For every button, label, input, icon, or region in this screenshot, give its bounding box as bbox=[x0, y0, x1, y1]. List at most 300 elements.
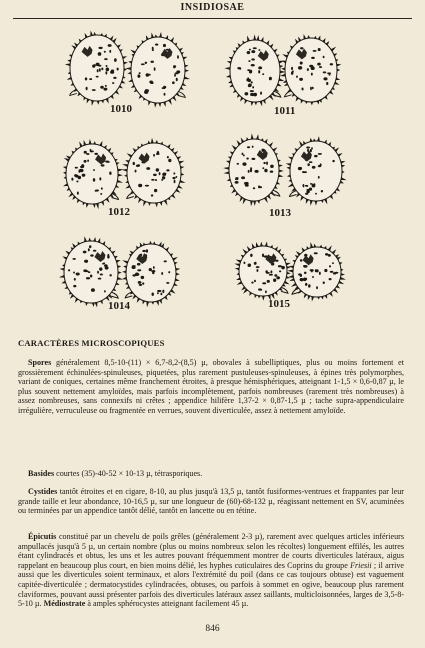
spore-spine bbox=[96, 203, 99, 209]
spore-wart bbox=[151, 194, 153, 196]
spore-wart bbox=[266, 162, 268, 165]
spore-spine bbox=[84, 140, 87, 146]
spore-wart bbox=[318, 176, 320, 179]
spore-wart bbox=[103, 88, 107, 91]
spore-spine bbox=[236, 259, 242, 262]
spore-wart bbox=[155, 44, 158, 46]
spore-wart bbox=[109, 274, 111, 276]
spore-spine bbox=[148, 202, 151, 205]
spore-wart bbox=[98, 52, 102, 56]
spore-drawing bbox=[277, 30, 345, 110]
figure-label-1011: 1011 bbox=[274, 105, 296, 117]
spore-wart bbox=[83, 269, 87, 272]
spore-wart bbox=[252, 86, 254, 88]
spore-wart bbox=[254, 262, 257, 265]
spore-spine bbox=[63, 166, 67, 169]
spore-drawing bbox=[221, 131, 287, 209]
spore-wart bbox=[274, 274, 277, 276]
spore-spine bbox=[90, 31, 93, 36]
spore-wart bbox=[109, 171, 111, 174]
spore-spine bbox=[287, 174, 291, 177]
spore-wart bbox=[247, 51, 251, 54]
spore-wart bbox=[137, 74, 140, 77]
figure-label-1014: 1014 bbox=[108, 300, 130, 312]
spore-wart bbox=[152, 293, 154, 296]
spore-spine bbox=[146, 302, 149, 308]
spore-wart bbox=[251, 58, 255, 60]
spore-wart bbox=[299, 78, 303, 81]
spore-wart bbox=[300, 278, 304, 281]
figure-label-1013: 1013 bbox=[269, 207, 291, 219]
spore-wart bbox=[154, 67, 156, 71]
spore-wart bbox=[316, 269, 319, 272]
spore-spine bbox=[310, 200, 313, 206]
spore-spine bbox=[176, 273, 180, 276]
spore-wart bbox=[177, 55, 179, 58]
spore-spine bbox=[122, 169, 127, 172]
spore-wart bbox=[248, 264, 252, 267]
spore-wart bbox=[330, 63, 333, 65]
spore-spine bbox=[84, 236, 87, 242]
spore-spine bbox=[64, 176, 67, 179]
spore-wart bbox=[104, 51, 106, 53]
paragraph-spores bbox=[18, 358, 404, 416]
spore-wart bbox=[312, 276, 314, 278]
spore-wart bbox=[89, 78, 92, 80]
spore-wart bbox=[117, 68, 119, 71]
spore-wart bbox=[245, 92, 249, 95]
spore-wart bbox=[151, 179, 155, 181]
spore-wart bbox=[99, 177, 101, 180]
spore-drawing bbox=[282, 133, 350, 209]
spore-wart bbox=[313, 50, 317, 52]
spore-spine bbox=[163, 102, 166, 107]
spore-spine bbox=[313, 138, 316, 141]
spore-wart bbox=[141, 63, 145, 65]
spore-wart bbox=[166, 169, 169, 171]
spore-wart bbox=[84, 160, 87, 163]
spore-spine bbox=[159, 32, 162, 37]
spore-spine bbox=[317, 297, 320, 300]
spore-wart bbox=[258, 66, 262, 69]
spore-wart bbox=[267, 280, 270, 283]
spore-spine bbox=[289, 266, 294, 269]
spore-wart bbox=[329, 278, 332, 280]
spore-spine bbox=[68, 72, 71, 75]
spore-wart bbox=[163, 173, 167, 175]
spore-wart bbox=[157, 151, 159, 154]
spore-spine bbox=[185, 69, 189, 72]
spore-wart bbox=[276, 276, 280, 279]
spore-wart bbox=[166, 282, 169, 284]
spore-wart bbox=[247, 78, 249, 80]
paragraph-text-epicutis: constitué par un chevelu de poils grêles (généralement 2-3 µ), rarement avec quelques articles inférieurs ampullacés jusqu'à 5 µ, un certain nombre (plus ou moins nombreux selon les récoltes) longuement effilés, les autres étant cylindracés et obtus, les uns et les autres pouvant fréquemment montrer de courts diverticules latéraux, aigus rappelant en beaucoup plus court, en bien moins délié, les hyphes cuticulaires des Coprins du groupe bbox=[18, 532, 404, 570]
spore-wart bbox=[77, 192, 79, 195]
spore-spine bbox=[314, 36, 317, 39]
spore-wart bbox=[304, 272, 307, 274]
spore-spine bbox=[91, 100, 94, 106]
spore-wart bbox=[139, 284, 142, 286]
spore-spine bbox=[341, 273, 345, 276]
spore-wart bbox=[296, 76, 298, 78]
spore-spine bbox=[158, 103, 161, 107]
paragraph-text-spores: généralement 8,5-10-(11) × 6,7-8,2-(8,5) µ, obovales à subelliptiques, plus ou moins fortement et grossièrement échinulées-spinuleuses, piquetées, plus rarement pustuleuses-spinuleuses, à épines très polymorphes, variant de coniques, certaines même franchement étroites, à presque hémisphériques, atteignant 1-1,5 × 0,6-0,87 µ, le plus souvent nettement amyloïdes, mais parfois incomplètement, parfois nombreuses (rarement très nombreuses) à assez nombreuses, sans connexifs ni crêtes ; appendice hilifère 1,37-2 × 0,87-1,5 µ ; tache supra-appendiculaire irrégulière, verruculeuse ou fragmentée en verrues, souvent diverticulée, assez à nettement amyloïde. bbox=[18, 358, 404, 415]
spore-wart bbox=[93, 64, 96, 66]
spore-wart bbox=[310, 183, 312, 185]
spore-wart bbox=[174, 74, 176, 77]
spore-wart bbox=[252, 146, 254, 148]
spore-wart bbox=[145, 185, 149, 187]
spore-wart bbox=[260, 92, 262, 95]
spore-wart bbox=[310, 149, 312, 152]
spore-spine bbox=[149, 241, 152, 244]
spore-spine bbox=[310, 242, 313, 248]
spore-wart bbox=[251, 81, 253, 83]
spore-spine bbox=[250, 201, 253, 207]
spore-wart bbox=[251, 158, 255, 160]
paragraph-epicutis bbox=[18, 532, 404, 609]
spore-wart bbox=[133, 162, 135, 165]
spore-wart bbox=[86, 87, 88, 90]
spore-wart bbox=[278, 265, 282, 267]
spore-spine bbox=[227, 61, 232, 64]
spore-wart bbox=[87, 159, 89, 161]
spore-wart bbox=[309, 65, 313, 67]
spore-wart bbox=[108, 44, 112, 47]
spore-wart bbox=[138, 184, 142, 187]
spore-spine bbox=[237, 273, 240, 276]
spore-spine bbox=[268, 295, 271, 301]
spore-appendix bbox=[290, 191, 297, 197]
spore-spine bbox=[281, 67, 285, 70]
spore-wart bbox=[73, 285, 76, 287]
spore-wart bbox=[101, 164, 105, 166]
spore-wart bbox=[90, 275, 92, 278]
spore-wart bbox=[137, 263, 141, 266]
spore-wart bbox=[251, 64, 255, 66]
spore-wart bbox=[313, 183, 315, 185]
spore-wart bbox=[86, 153, 89, 155]
spore-spine bbox=[122, 164, 128, 167]
paragraph-text-epicutis-cont: ; il arrive aussi que les diverticules soient terminaux, et alors l'extrémité du poil (dans ce cas toujours obtuse) est vaguement capitée-diverticulée ; dermatocystides cylindracées, obtuses, ou parfois à sommet en ogive, beaucoup plus rarement claviformes, pouvant aussi présenter parfois des diverticules latéraux assez saillants, multicloisonnées, larges de 3,5-8-5-10 µ. bbox=[18, 560, 404, 609]
spore-spine bbox=[185, 65, 189, 68]
spore-spine bbox=[251, 102, 254, 106]
spore-wart bbox=[250, 254, 252, 257]
spore-wart bbox=[300, 274, 302, 277]
spore-wart bbox=[105, 71, 107, 74]
spore-wart bbox=[84, 151, 87, 154]
spore-wart bbox=[98, 65, 102, 67]
spore-spine bbox=[67, 77, 72, 80]
spore-wart bbox=[175, 176, 177, 178]
spore-wart bbox=[312, 87, 314, 90]
spore-wart bbox=[253, 187, 255, 189]
spore-wart bbox=[172, 177, 175, 179]
spore-spine bbox=[155, 140, 158, 143]
spore-wart bbox=[312, 166, 316, 169]
spore-spine bbox=[125, 67, 131, 70]
spore-wart bbox=[311, 57, 315, 59]
spore-spine bbox=[67, 60, 71, 63]
spore-wart bbox=[302, 171, 304, 173]
spore-wart bbox=[145, 89, 149, 92]
spore-spine bbox=[97, 238, 100, 243]
spore-wart bbox=[78, 169, 80, 172]
spore-wart bbox=[162, 290, 164, 293]
spore-spine bbox=[159, 202, 162, 206]
spore-wart bbox=[93, 250, 97, 252]
spore-spine bbox=[123, 266, 127, 269]
spore-spine bbox=[235, 268, 239, 271]
spore-wart bbox=[303, 278, 307, 281]
spore-wart bbox=[292, 70, 294, 72]
spore-wart bbox=[263, 162, 265, 164]
spore-spine bbox=[336, 77, 341, 80]
spore-wart bbox=[91, 288, 95, 292]
spore-spine bbox=[151, 33, 154, 38]
spore-spine bbox=[286, 163, 291, 166]
spore-wart bbox=[302, 184, 304, 187]
spore-wart bbox=[237, 163, 239, 165]
spore-spine bbox=[93, 141, 96, 144]
spore-wart bbox=[73, 272, 75, 274]
spore-spine bbox=[253, 34, 256, 40]
spore-wart bbox=[138, 274, 140, 276]
spore-wart bbox=[253, 93, 257, 97]
spore-wart bbox=[176, 78, 178, 81]
spore-spine bbox=[89, 139, 92, 144]
spore-spine bbox=[86, 203, 89, 208]
spore-wart bbox=[100, 86, 104, 89]
spore-wart bbox=[136, 165, 140, 167]
spore-wart bbox=[258, 70, 260, 73]
spore-wart bbox=[332, 262, 334, 264]
spore-spine bbox=[65, 63, 70, 66]
spore-spine bbox=[95, 302, 98, 307]
spore-spine bbox=[341, 268, 344, 271]
spore-spine bbox=[336, 64, 341, 67]
spore-spine bbox=[289, 278, 294, 281]
spore-spine bbox=[88, 237, 91, 241]
spore-wart bbox=[163, 44, 166, 47]
spore-drawing bbox=[56, 233, 126, 311]
spore-wart bbox=[256, 269, 258, 272]
spore-wart bbox=[74, 174, 77, 177]
spore-wart bbox=[311, 73, 313, 76]
paragraph-text-cystides: tantôt étroites et en cigare, 8-10, au plus jusqu'à 13,5 µ, tantôt fusiformes-ventrues et frappantes par leur grande taille et leur abondance, 10-16,5 µ, sur une longueur de (60)-68-132 µ, réagissant nettement en SV, acuminées ou terminées par un appendice tantôt délié, tantôt en lancette ou en tétine. bbox=[18, 487, 404, 516]
spore-wart bbox=[114, 58, 117, 62]
spore-wart bbox=[97, 69, 99, 72]
paragraph-text-mediostrate: à amples sphérocystes atteignant facilement 45 µ. bbox=[85, 599, 249, 609]
spore-wart bbox=[157, 292, 159, 294]
spore-spine bbox=[156, 301, 159, 306]
spore-spine bbox=[226, 161, 230, 164]
spore-wart bbox=[111, 70, 114, 72]
spore-wart bbox=[241, 176, 245, 179]
spore-wart bbox=[160, 293, 162, 296]
spore-wart bbox=[176, 70, 180, 73]
spore-wart bbox=[90, 150, 94, 152]
spore-spine bbox=[257, 200, 260, 204]
spore-spine bbox=[179, 161, 185, 164]
spore-wart bbox=[260, 289, 262, 291]
spore-wart bbox=[250, 167, 252, 169]
spore-wart bbox=[75, 167, 78, 169]
spore-wart bbox=[262, 167, 264, 169]
spore-spine bbox=[342, 171, 345, 174]
spore-wart bbox=[82, 174, 86, 177]
spore-wart bbox=[309, 188, 312, 191]
spore-wart bbox=[100, 274, 103, 276]
spore-wart bbox=[235, 181, 239, 184]
spore-wart bbox=[251, 50, 255, 53]
spore-drawing bbox=[62, 27, 132, 109]
spore-appendix bbox=[127, 193, 134, 199]
spore-spine bbox=[282, 61, 286, 64]
spore-wart bbox=[249, 49, 251, 51]
spore-wart bbox=[101, 67, 103, 70]
spore-wart bbox=[314, 155, 318, 157]
spore-appendix bbox=[125, 292, 132, 298]
spore-wart bbox=[153, 266, 155, 269]
paragraph-lead-basides: Basides bbox=[28, 469, 55, 478]
spore-wart bbox=[324, 269, 327, 272]
spore-wart bbox=[305, 185, 308, 187]
spore-wart bbox=[264, 169, 267, 173]
spore-wart bbox=[243, 262, 245, 264]
spore-wart bbox=[93, 178, 95, 182]
spore-spine bbox=[180, 180, 186, 183]
spore-wart bbox=[99, 267, 102, 270]
spore-spine bbox=[259, 101, 262, 107]
paragraph-text-basides: courtes (35)-40-52 × 10-13 µ, tétrasporiques. bbox=[54, 469, 203, 478]
spore-wart bbox=[262, 73, 264, 75]
paragraph-cystides bbox=[18, 487, 404, 516]
spore-drawing bbox=[285, 239, 349, 305]
spore-wart bbox=[254, 280, 256, 283]
spore-wart bbox=[164, 93, 166, 96]
species-name-italic: Friesii bbox=[350, 560, 372, 570]
spore-wart bbox=[174, 180, 176, 184]
spore-wart bbox=[109, 50, 111, 53]
spore-wart bbox=[242, 162, 246, 165]
spore-spine bbox=[261, 37, 264, 42]
spore-spine bbox=[317, 136, 320, 141]
spore-wart bbox=[141, 276, 145, 279]
spore-wart bbox=[105, 161, 109, 163]
spore-wart bbox=[258, 49, 260, 51]
spore-wart bbox=[71, 178, 73, 181]
spore-wart bbox=[88, 271, 90, 273]
paragraph-lead-mediostrate: Médiostrate bbox=[43, 599, 86, 609]
spore-spine bbox=[303, 34, 306, 39]
spore-spine bbox=[97, 101, 100, 105]
spore-wart bbox=[300, 47, 303, 49]
spore-spine bbox=[307, 35, 310, 38]
spore-wart bbox=[164, 260, 167, 262]
spore-wart bbox=[307, 163, 309, 166]
spore-wart bbox=[76, 180, 78, 182]
spore-wart bbox=[306, 190, 310, 193]
spore-wart bbox=[270, 270, 272, 273]
spore-wart bbox=[329, 265, 331, 267]
spore-wart bbox=[161, 179, 163, 181]
spore-wart bbox=[315, 193, 317, 195]
spore-wart bbox=[88, 248, 90, 251]
spore-wart bbox=[172, 81, 175, 84]
spore-spine bbox=[122, 270, 126, 273]
spore-spine bbox=[340, 277, 346, 280]
spore-wart bbox=[142, 250, 146, 252]
page-number: 846 bbox=[205, 624, 220, 634]
spore-spine bbox=[310, 138, 313, 142]
spore-wart bbox=[146, 167, 150, 170]
spore-spine bbox=[93, 32, 96, 35]
spore-spine bbox=[92, 303, 95, 307]
spore-spine bbox=[265, 241, 268, 246]
spore-wart bbox=[323, 71, 327, 73]
spore-spine bbox=[151, 138, 154, 143]
spore-wart bbox=[74, 278, 76, 281]
spore-spine bbox=[155, 203, 158, 208]
spore-figures-plate bbox=[0, 24, 425, 339]
spore-wart bbox=[247, 146, 250, 148]
spore-wart bbox=[319, 272, 321, 275]
spore-wart bbox=[157, 290, 161, 292]
spore-wart bbox=[161, 272, 163, 275]
spore-wart bbox=[104, 58, 108, 60]
spore-wart bbox=[173, 172, 175, 174]
spore-wart bbox=[308, 284, 310, 287]
spore-wart bbox=[251, 282, 253, 284]
spore-wart bbox=[319, 66, 322, 68]
spore-wart bbox=[328, 254, 331, 257]
spore-wart bbox=[235, 178, 238, 180]
paragraph-lead-spores: Spores bbox=[28, 358, 52, 367]
spore-wart bbox=[311, 270, 313, 273]
spore-wart bbox=[76, 273, 80, 276]
spore-wart bbox=[305, 193, 308, 195]
spore-spine bbox=[315, 201, 318, 206]
spore-wart bbox=[317, 63, 321, 66]
spore-wart bbox=[246, 158, 248, 160]
spore-wart bbox=[248, 83, 252, 86]
spore-wart bbox=[156, 168, 160, 171]
spore-spine bbox=[260, 242, 263, 246]
spore-wart bbox=[327, 72, 331, 74]
spore-wart bbox=[320, 163, 322, 166]
spore-wart bbox=[307, 68, 309, 71]
spore-wart bbox=[147, 74, 150, 76]
spore-spine bbox=[93, 204, 96, 208]
spore-spine bbox=[63, 172, 66, 175]
spore-appendix bbox=[70, 89, 77, 95]
spore-wart bbox=[318, 48, 321, 51]
spore-wart bbox=[152, 271, 154, 274]
spore-wart bbox=[248, 170, 250, 173]
spore-spine bbox=[313, 244, 316, 248]
spore-wart bbox=[168, 271, 170, 273]
spore-spine bbox=[287, 270, 293, 273]
spore-wart bbox=[153, 154, 155, 157]
spore-spine bbox=[85, 302, 88, 306]
spore-spine bbox=[258, 295, 261, 298]
spore-wart bbox=[323, 56, 325, 58]
spore-spine bbox=[224, 171, 230, 174]
spore-wart bbox=[72, 258, 75, 260]
spore-wart bbox=[273, 279, 276, 282]
spore-wart bbox=[266, 272, 270, 274]
